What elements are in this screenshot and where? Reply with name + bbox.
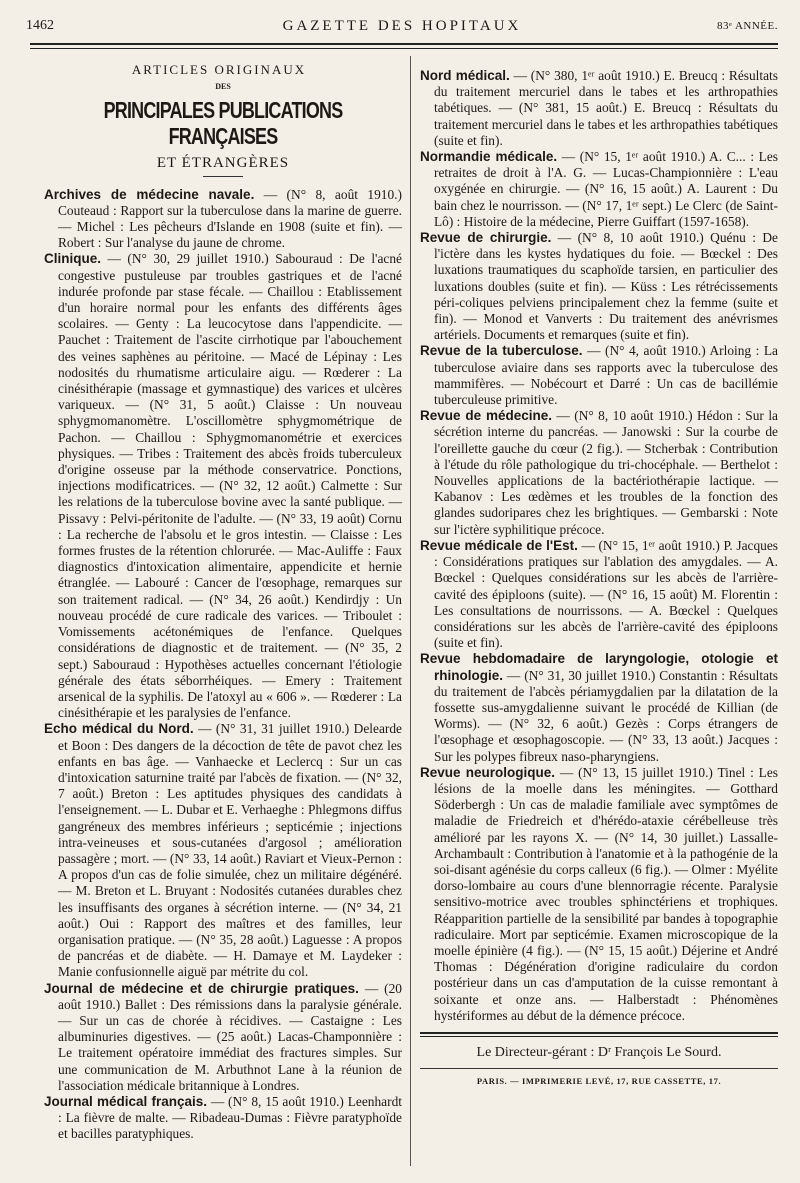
journal-name: Archives de médecine navale. [44,186,255,202]
bibliography-entry [420,149,778,230]
entry-text: — (20 août 1910.) Ballet : Des rémissions dans la paralysie générale. — Sur un cas de chorée à récidives. — Castaigne : Les albuminuries digestives. — (25 août.) Lacas-Champonnière : Le traitement opératoire immédiat des fractures simples. Sur une communication de M. Arbuthnot Lane à la réunion de l'association médicale britannique à Londres. [58,980,402,1093]
journal-name: Nord médical. [420,68,510,83]
journal-name: Clinique. [44,251,101,267]
bibliography-entry [420,765,778,1024]
journal-name: Revue de chirurgie. [420,230,552,246]
entry-text: — (N° 31, 31 juillet 1910.) Delearde et Boon : Des dangers de la décoction de tête de pavot chez les enfants en bas âge. — Vanhaecke et Leclercq : Sur un cas d'intoxication saturnine traité par l'abcès de fixation. — (N° 32, 7 août.) Breton : Les aptitudes physiques des candidats à l'enseignement. — L. Dubar et E. Verhaeghe : Phlegmons diffus gangréneux des membres inférieurs ; septicémie ; injections intra-veineuses et sous-cutanées d'argosol ; amélioration passagère ; mort. — (N° 33, 14 août.) Raviart et Vieux-Pernon : A propos d'un cas de folie simulée, chez un militaire dégénéré. — M. Breton et L. Bruyant : Nodosités cutanées durables chez les insuffisants des organes à sécrétion interne. — (N° 34, 21 août.) Oui : Rapport des maîtres et des familles, leur organisation pratique. — (N° 35, 28 août.) Laguesse : A propos de pancréas et de diabète. — H. Damaye et M. Laydeker : Manie confusionnelle aiguë par métrite du col. [58,721,402,980]
entry-text: — (N° 380, 1ᵉʳ août 1910.) E. Breucq : Résultats du traitement mercuriel dans le tabes et les arthropathies tabétiques. — (N° 381, 15 août.) E. Breucq : Résultats du traitement mercuriel dans le tabes et les arthropathies tabétiques (suite et fin). [434,68,778,148]
entry-text: — (N° 31, 30 juillet 1910.) Constantin : Résultats du traitement de l'abcès périamygdalien par la dilatation de la fossette sus-amygdalienne suivant le procédé de Killian (de Worms). — (N° 32, 6 août.) Gezès : Corps étrangers de l'œsophage et œsophagoscopie. — (N° 33, 13 août.) Jacques : Sur les polypes fibreux naso-pharyngiens. [434,667,778,764]
section-heading: ARTICLES ORIGINAUX [131,62,307,77]
journal-name: Journal médical français. [44,1093,208,1109]
entry-text: — (N° 15, 1ᵉʳ août 1910.) A. C... : Les retraites de droit à l'A. G. — Lucas-Championnière : L'eau oxygénée en chirurgie. — (N° 16, 15 août.) A. Laurent : Du bain chez le nourrisson. — (N° 17, 1ᵉʳ sept.) Le Clerc (de Saint-Lô) : Histoire de la médecine, Pierre Guiffart (1597-1658). [434,149,778,229]
journal-name: Revue de médecine. [420,408,552,424]
bibliography-entry [420,68,778,149]
section-des: DES [215,82,231,92]
entry-text: — (N° 13, 15 juillet 1910.) Tinel : Les lésions de la moelle dans les méningites. — Gotthard Söderbergh : Un cas de maladie familiale avec symptômes de maladie de Friedreich et d'hérédo-ataxie cérébelleuse très amélioré par les rayons X. — (N° 14, 30 juillet.) Lassalle-Archambault : Contribution à l'anatomie et à la pathogénie de la soi-disant agénésie du corps calleux (6 fig.). — Olmer : Myélite dorso-lombaire au cours d'une blennorragie récente. Paralysie sensitivo-motrice avec troubles sphinctériens et trophiques. Réapparition partielle de la sensibilité par bandes à topographie radiculaire. Mort par septicémie. Examen microscopique de la moelle épinière (4 fig.). — (N° 15, 15 août.) Déjerine et André Thomas : Dégénération d'origine radiculaire du cordon postérieur dans un cas d'amputation de la cuisse remontant à soixante et onze ans. — Halberstadt : Phénomènes hystériformes au début de la démence précoce. [434,764,778,1023]
entry-text: — (N° 30, 29 juillet 1910.) Sabouraud : De l'acné congestive pustuleuse par troubles gastriques et de l'acné indurée profonde par stase fécale. — Chaillou : Etablissement d'un horaire normal pour les enfants des différents âges scolaires. — Genty : La leucocytose dans l'appendicite. — Pauchet : Traitement de l'ascite cirrhotique par l'abouchement des veines saphènes au péritoine. — Macé de Lépinay : Les nodosités du rhumatisme articulaire aigu. — Rœderer : La cinésithérapie (massage et gymnastique) des varices et ulcères variqueux. — (N° 31, 5 août.) Claisse : Un nouveau sphygmomanomètre. L'oscillomètre sphygmométrique de Pachon. — Chaillou : Sphygmomanométrie et exercices physiques. — Tribes : Traitement des abcès froids tuberculeux d'origine osseuse par la méthode conservatrice. Ponctions, injections modificatrices. — (N° 32, 12 août.) Calmette : Sur les relations de la tuberculose bovine avec la santé publique. — Pissavy : Pelvi-péritonite de l'adulte. — (N° 33, 19 août) Cornu : La recherche de l'absolu et le gros intestin. — Claisse : Les formes frustes de la rétention chlorurée. — Mac-Auliffe : Faux diagnostics d'intoxication alimentaire, appendicite et hernie étranglée. — Labouré : Cancer de l'œsophage, remarques sur son traitement radical. — (N° 34, 26 août.) Kendirdjy : Un nouveau procédé de cure radicale des varices. — Triboulet : Vomissements acétonémiques de l'enfance. Quelques considérations de diagnostic et de traitement. — (N° 35, 2 sept.) Sabouraud : Hypothèses actuelles concernant l'étiologie générale des états séborrhéiques. — Emery : Traitement arsenical de la syphilis. De l'atoxyl au « 606 ». — Rœderer : La cinésithérapie et les paralysies de l'enfance. [58,251,402,721]
bibliography-entry [420,343,778,408]
bibliography-entry [44,187,402,252]
bibliography-entry [420,408,778,538]
right-column [420,68,778,1024]
journal-name: Revue hebdomadaire de laryngologie, otologie et rhinologie. [420,651,778,683]
entry-text: — (N° 8, août 1910.) Couteaud : Rapport sur la tuberculose dans la marine de guerre. — Michel : Les pêcheurs d'Islande en 1908 (suite et fin). — Robert : Sur l'analyse du jaune de chrome. [58,186,402,251]
journal-name: Revue neurologique. [420,764,556,780]
printer-imprint: PARIS. — IMPRIMERIE LEVÉ, 17, RUE CASSETTE, 17. [476,1076,722,1086]
imprint-rule [420,1068,778,1069]
entry-text: — (N° 8, 10 août 1910.) Hédon : Sur la sécrétion interne du pancréas. — Janowski : Sur la courbe de l'oreillette gauche du cœur (2 fig.). — Stcherbak : Contribution à l'étude du rôle pathologique du tri-chocéphale. — Berthelot : Nouvelles applications de la bactériothérapie lactique. — Kabanov : Les œdèmes et les troubles de la fonction des glandes sudoripares chez les brightiques. — Gembarski : Note sur l'ictère syphilitique précoce. [434,408,778,537]
bibliography-entry [44,1094,402,1143]
bibliography-entry [420,538,778,651]
header-rule [30,43,778,49]
journal-name: Journal de médecine et de chirurgie pratiques. [44,980,359,996]
journal-name: Normandie médicale. [420,149,558,165]
section-rule [203,176,243,177]
journal-title: GAZETTE DES HOPITAUX [282,18,522,34]
entry-text: — (N° 8, 10 août 1910.) Quénu : De l'ictère dans les kystes hydatiques du foie. — Bœckel : Des luxations traumatiques du scaphoïde tarsien, en particulier des luxations doubles (suite et fin). — Küss : Les rétrécissements péri-coliques pelviens principalement chez la femme (suite et fin). — Monod et Vanverts : Du traitement des anévrismes artériels. Documents et remarques (suite et fin). [434,230,778,343]
journal-name: Echo médical du Nord. [44,721,194,737]
bibliography-entry [420,651,778,764]
director-line: Le Directeur-gérant : Dʳ François Le Sourd. [476,1045,722,1060]
bibliography-entry [44,721,402,980]
section-main-title: PRINCIPALES PUBLICATIONS FRANÇAISES [103,97,343,150]
column-divider [410,56,411,1166]
page-number: 1462 [26,18,54,33]
page-header [26,14,778,38]
volume-year: 83ᵉ ANNÉE. [717,20,778,32]
bibliography-entry [44,251,402,721]
bibliography-entry [420,230,778,343]
journal-name: Revue médicale de l'Est. [420,537,578,553]
entry-text: — (N° 15, 1ᵉʳ août 1910.) P. Jacques : Considérations pratiques sur l'ablation des amygdales. — A. Bœckel : Quelques considérations sur les abcès de l'arrière-cavité des épiploons (suite). — (N° 16, 15 août) M. Florentin : Les consultations de nourrissons. — A. Bœckel : Quelques considérations sur les abcès de l'arrière-cavité des épiploons (suite et fin). [434,537,779,651]
footer-rule [420,1032,778,1037]
section-subtitle: ET ÉTRANGÈRES [156,155,290,172]
journal-name: Revue de la tuberculose. [420,343,583,359]
entry-text: — (N° 4, août 1910.) Arloing : La tuberculose aviaire dans ses rapports avec la tuberculose des mammifères. — Nobécourt et Darré : Un cas de bacillémie tuberculeuse primitive. [434,343,778,408]
left-column [44,62,402,1143]
bibliography-entry [44,981,402,1094]
entry-text: — (N° 8, 15 août 1910.) Leenhardt : La fièvre de malte. — Ribadeau-Dumas : Fièvre paratyphoïde et bacilles paratyphiques. [58,1093,402,1142]
